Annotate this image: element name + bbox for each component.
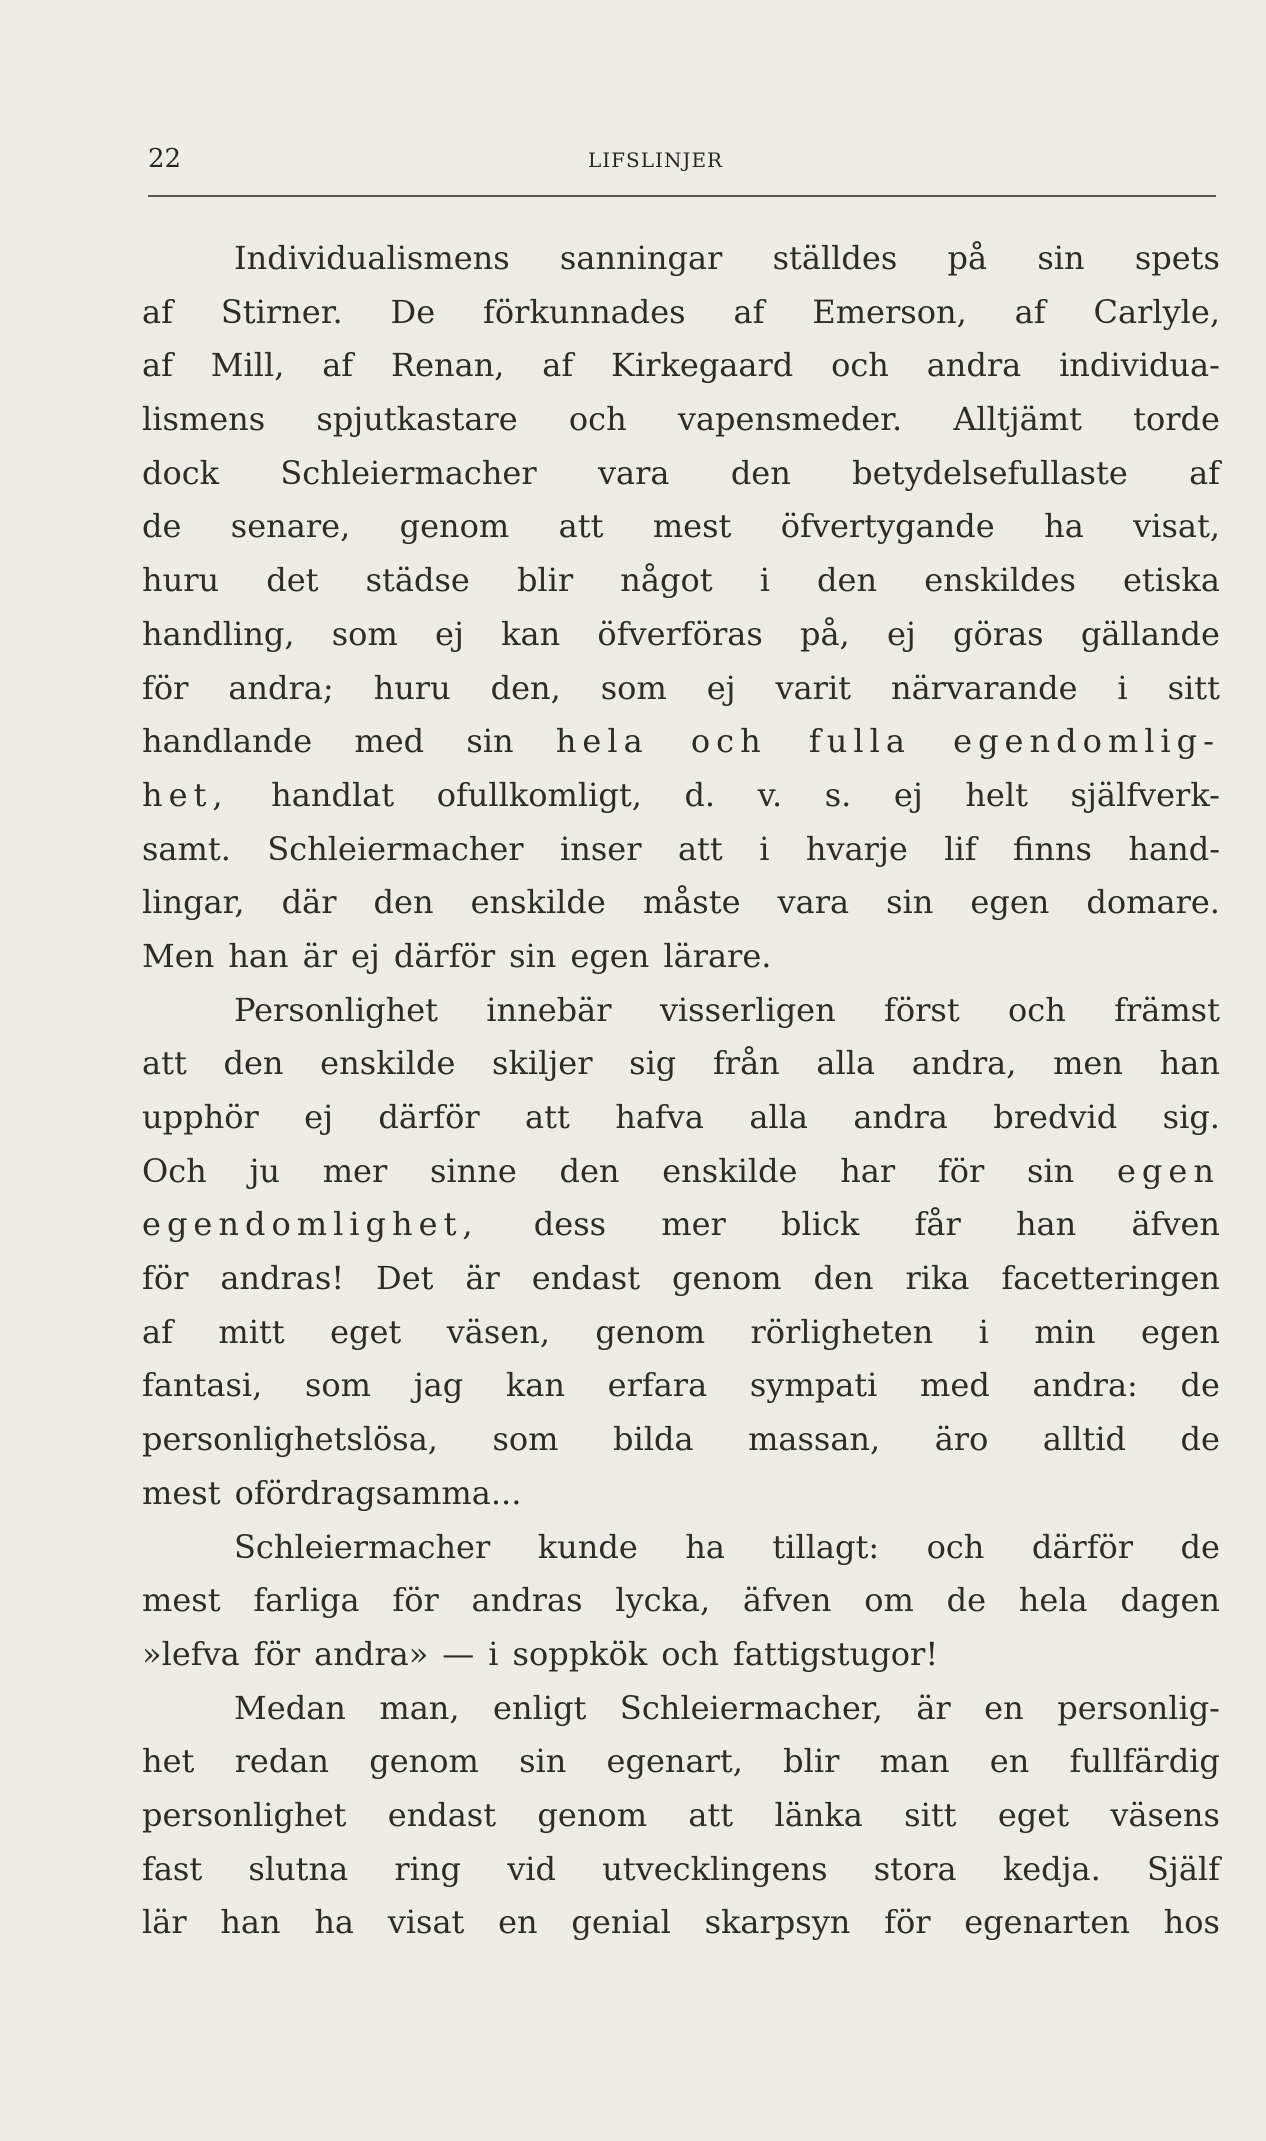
word: genom (671, 1259, 782, 1298)
word: därför (393, 936, 496, 975)
text-line (142, 984, 1220, 1038)
text-line (142, 1843, 1220, 1897)
word: af (142, 292, 173, 331)
word: sitt (904, 1795, 957, 1834)
text-line (142, 930, 1220, 984)
text-line (142, 769, 1220, 823)
word: farliga (253, 1581, 360, 1620)
word: fulla (808, 722, 911, 761)
word: ha (685, 1527, 725, 1566)
word: etiska (1122, 561, 1220, 600)
word: den (813, 1259, 874, 1298)
text-line (142, 554, 1220, 608)
word: som (331, 614, 398, 653)
word: genom (369, 1742, 479, 1781)
word: af (542, 346, 574, 385)
word: De (390, 292, 436, 331)
word: betydelsefullaste (852, 453, 1128, 492)
word: i (1117, 668, 1128, 707)
word: ej (893, 775, 923, 814)
word: andras! (220, 1259, 345, 1298)
word: lär (142, 1903, 187, 1942)
word: fullfärdig (1069, 1742, 1220, 1781)
word: därför (378, 1098, 480, 1136)
word: egendomlig- (953, 722, 1220, 761)
running-head: LIFSLINJER (588, 148, 724, 172)
word: sin (509, 936, 557, 975)
word: har (840, 1151, 896, 1190)
word: lif (944, 829, 977, 868)
word: alla (816, 1044, 876, 1083)
text-line (142, 500, 1220, 554)
word: genial (571, 1903, 671, 1942)
word: ha (314, 1903, 354, 1942)
text-line (142, 1252, 1220, 1306)
word: Schleiermacher (280, 453, 537, 492)
word: själfverk- (1070, 775, 1220, 814)
word: skiljer (492, 1044, 593, 1083)
word: mitt (218, 1312, 285, 1351)
word: och (690, 722, 767, 761)
word: ej (435, 614, 464, 653)
word: Individualismens (234, 239, 510, 277)
word: Schleiermacher (267, 829, 524, 868)
word: närvarande (890, 668, 1078, 707)
word: andra (926, 346, 1022, 385)
word: ofullkomligt, (436, 775, 642, 814)
word: därför (1031, 1527, 1134, 1566)
word: de (1180, 1366, 1220, 1405)
word: ställdes (772, 239, 898, 277)
word: egenarten (964, 1903, 1130, 1942)
word: inser (560, 829, 642, 868)
word: bredvid (993, 1098, 1118, 1136)
word: visat (387, 1903, 465, 1942)
word: att (525, 1098, 570, 1136)
word: sin (886, 883, 934, 922)
word: egenart, (606, 1742, 743, 1781)
text-line (142, 608, 1220, 662)
word: handling, (142, 614, 295, 653)
word: Renan, (390, 346, 505, 385)
word: på (947, 239, 988, 277)
word: eget (997, 1795, 1070, 1834)
word: vara (597, 453, 670, 492)
word: personlighet (142, 1795, 347, 1834)
word: den (817, 561, 878, 600)
word: man (879, 1742, 950, 1781)
word: af (1014, 292, 1046, 331)
text-line (142, 1789, 1220, 1843)
word: endast (531, 1259, 641, 1298)
word: lismens (142, 400, 266, 439)
word: Kirkegaard (611, 346, 794, 385)
word: eget (330, 1312, 402, 1351)
word: erfara (607, 1366, 708, 1405)
word: ej (706, 668, 736, 707)
word: sitt (1167, 668, 1220, 707)
word: Själf (1146, 1849, 1220, 1888)
word: äfven (742, 1581, 832, 1620)
word: den (559, 1151, 620, 1190)
word: andras (471, 1581, 583, 1620)
word: mest (142, 1473, 221, 1512)
word: enskilde (470, 883, 606, 922)
word: slutna (248, 1849, 349, 1888)
word: kan (501, 614, 561, 653)
word: öfvertygande (780, 507, 995, 546)
word: för (392, 1581, 439, 1620)
word: som (600, 668, 667, 707)
text-line (142, 1682, 1220, 1736)
word: stora (873, 1849, 957, 1888)
word: blir (783, 1742, 840, 1781)
word: ring (394, 1849, 462, 1888)
word: med (920, 1366, 990, 1405)
word: att (688, 1795, 734, 1834)
word: egendomlighet, (142, 1205, 479, 1244)
word: enligt (493, 1688, 587, 1727)
word: rika (905, 1259, 970, 1298)
word: alltid (1042, 1420, 1126, 1459)
word: göras (953, 614, 1044, 653)
word: torde (1133, 400, 1220, 439)
word: vid (507, 1849, 556, 1888)
word: den, (490, 668, 561, 707)
word: kunde (537, 1527, 638, 1566)
text-line (142, 1628, 1220, 1682)
word: den (730, 453, 791, 492)
text-line (142, 1037, 1220, 1091)
word: Men (142, 936, 215, 975)
word: massan, (748, 1420, 881, 1459)
word: tillagt: (772, 1527, 880, 1566)
word: och (1008, 990, 1066, 1029)
word: öfverföras (597, 614, 763, 653)
word: enskilde (320, 1044, 456, 1083)
word: upphör (142, 1098, 259, 1136)
word: främst (1114, 990, 1220, 1029)
word: Emerson, (812, 292, 967, 331)
word: i (759, 561, 770, 600)
body-text (142, 232, 1220, 1950)
text-line (142, 876, 1220, 930)
word: Carlyle, (1093, 292, 1220, 331)
word: från (712, 1044, 780, 1083)
word: hand- (1128, 829, 1220, 868)
word: genom (399, 507, 510, 546)
word: samt. (142, 829, 231, 868)
word: spjutkastare (316, 400, 518, 439)
word: dagen (1120, 1581, 1220, 1620)
word: som (304, 1366, 372, 1405)
word: egen (970, 883, 1050, 922)
word: huru (373, 668, 451, 707)
word: Personlighet (234, 990, 438, 1029)
word: af (142, 1312, 173, 1351)
word: hela (555, 722, 649, 761)
word: för (253, 1634, 301, 1673)
word: vapensmeder. (677, 400, 903, 439)
word: andra: (1032, 1366, 1138, 1405)
word: andra, (911, 1044, 1017, 1083)
word: utvecklingens (602, 1849, 828, 1888)
word: v. (757, 775, 783, 814)
word: han (1015, 1205, 1077, 1244)
word: i (759, 829, 770, 868)
word: sin (519, 1742, 567, 1781)
word: länka (774, 1795, 863, 1834)
word: domare. (1086, 883, 1220, 922)
word: hvarje (805, 829, 908, 868)
word: blick (781, 1205, 860, 1244)
word: i (488, 1634, 499, 1673)
word: Alltjämt (953, 400, 1082, 439)
word: skarpsyn (704, 1903, 851, 1942)
word: hafva (615, 1098, 704, 1136)
word: endast (387, 1795, 497, 1834)
word: sig. (1162, 1098, 1220, 1136)
text-line (142, 1413, 1220, 1467)
word: — (442, 1634, 475, 1673)
word: sanningar (559, 239, 723, 277)
word: soppkök (512, 1634, 648, 1673)
text-line (142, 1091, 1220, 1145)
word: om (864, 1581, 914, 1620)
word: det (266, 561, 319, 600)
word: blir (516, 561, 574, 600)
word: ej (304, 1098, 333, 1136)
page-header (148, 142, 1220, 182)
text-line (142, 339, 1220, 393)
word: egen (1140, 1312, 1220, 1351)
word: att (142, 1044, 187, 1083)
word: het, (142, 775, 229, 814)
word: väsen, (446, 1312, 550, 1351)
word: af (733, 292, 765, 331)
word: ej (886, 614, 916, 653)
word: de (946, 1581, 986, 1620)
word: sin (1037, 239, 1085, 277)
word: andra; (228, 668, 334, 707)
word: egen (1116, 1151, 1220, 1190)
word: måste (642, 883, 741, 922)
word: är (302, 936, 337, 975)
word: Mill, (210, 346, 285, 385)
word: visat, (1133, 507, 1220, 546)
word: fattigstugor! (733, 1634, 939, 1673)
word: spets (1134, 239, 1220, 277)
word: rörligheten (750, 1312, 934, 1351)
word: något (620, 561, 713, 600)
word: de (142, 507, 182, 546)
word: hela (1018, 1581, 1088, 1620)
word: ej (350, 936, 380, 975)
word: sinne (429, 1151, 517, 1190)
word: gällande (1080, 614, 1220, 653)
word: och (568, 400, 627, 439)
word: förkunnades (483, 292, 686, 331)
word: huru (142, 561, 220, 600)
word: visserligen (659, 990, 836, 1029)
word: s. (824, 775, 852, 814)
word: egen (570, 936, 650, 975)
word: ju (249, 1151, 280, 1190)
word: han (1159, 1044, 1220, 1083)
word: sin (466, 722, 514, 761)
word: handlande (142, 722, 313, 761)
word: senare, (230, 507, 351, 546)
text-line (142, 715, 1220, 769)
word: men (1053, 1044, 1123, 1083)
word: dess (533, 1205, 607, 1244)
word: personlighetslösa, (142, 1420, 438, 1459)
word: personlig- (1057, 1688, 1220, 1727)
word: fantasi, (142, 1366, 263, 1405)
word: min (1034, 1312, 1096, 1351)
word: genom (595, 1312, 706, 1351)
word: mer (322, 1151, 388, 1190)
word: man, (379, 1688, 460, 1727)
text-line (142, 286, 1220, 340)
word: kedja. (1002, 1849, 1101, 1888)
word: Schleiermacher, (619, 1688, 883, 1727)
word: het (142, 1742, 195, 1781)
word: fast (142, 1849, 203, 1888)
word: där (281, 883, 337, 922)
word: Medan (234, 1688, 346, 1727)
text-line (142, 1896, 1220, 1950)
word: är (916, 1688, 951, 1727)
word: innebär (486, 990, 612, 1029)
word: mest (142, 1581, 221, 1620)
word: enskilde (662, 1151, 798, 1190)
header-rule (148, 195, 1216, 197)
word: af (322, 346, 354, 385)
word: den (223, 1044, 284, 1083)
word: sympati (749, 1366, 878, 1405)
word: individua- (1059, 346, 1220, 385)
word: genom (537, 1795, 648, 1834)
text-line (142, 1359, 1220, 1413)
word: för (937, 1151, 985, 1190)
word: att (677, 829, 723, 868)
word: som (492, 1420, 559, 1459)
word: en (498, 1903, 538, 1942)
text-line (142, 447, 1220, 501)
word: den (373, 883, 434, 922)
word: kan (505, 1366, 565, 1405)
word: facetteringen (1001, 1259, 1220, 1298)
word: vara (777, 883, 850, 922)
word: lingar, (142, 883, 245, 922)
word: Stirner. (220, 292, 343, 331)
word: alla (749, 1098, 808, 1136)
word: i (978, 1312, 989, 1351)
word: sin (1026, 1151, 1075, 1190)
word: med (354, 722, 425, 761)
word: Och (142, 1151, 207, 1190)
text-line (142, 1574, 1220, 1628)
text-line (142, 1145, 1220, 1199)
text-line (142, 1735, 1220, 1789)
word: redan (234, 1742, 330, 1781)
word: ha (1044, 507, 1084, 546)
word: att (558, 507, 604, 546)
word: väsens (1110, 1795, 1220, 1834)
word: äfven (1131, 1205, 1220, 1244)
text-line (142, 823, 1220, 877)
word: och (661, 1634, 720, 1673)
word: mest (652, 507, 732, 546)
word: ofördragsamma... (234, 1473, 522, 1512)
word: på, (799, 614, 850, 653)
word: en (989, 1742, 1030, 1781)
word: är (465, 1259, 500, 1298)
word: de (1180, 1420, 1220, 1459)
word: »lefva (142, 1634, 240, 1673)
word: finns (1012, 829, 1092, 868)
text-line (142, 1306, 1220, 1360)
word: enskildes (924, 561, 1076, 600)
word: städse (365, 561, 470, 600)
word: och (831, 346, 889, 385)
word: andra» (314, 1634, 429, 1673)
word: för (884, 1903, 931, 1942)
word: handlat (271, 775, 395, 814)
text-line (142, 1467, 1220, 1521)
word: bilda (613, 1420, 694, 1459)
word: Det (376, 1259, 434, 1298)
word: lärare. (663, 936, 772, 975)
word: mer (661, 1205, 726, 1244)
word: först (884, 990, 960, 1029)
word: lycka, (615, 1581, 711, 1620)
text-line (142, 232, 1220, 286)
word: af (1189, 453, 1220, 492)
text-line (142, 393, 1220, 447)
word: helt (965, 775, 1028, 814)
word: för (142, 668, 189, 707)
word: en (984, 1688, 1024, 1727)
word: dock (142, 453, 220, 492)
word: får (914, 1205, 961, 1244)
word: Schleiermacher (234, 1527, 491, 1566)
word: varit (775, 668, 852, 707)
word: jag (413, 1366, 464, 1405)
word: han (220, 1903, 281, 1942)
word: sig (629, 1044, 677, 1083)
word: de (1180, 1527, 1220, 1566)
text-line (142, 1198, 1220, 1252)
word: andra (853, 1098, 948, 1136)
word: d. (684, 775, 716, 814)
word: han (228, 936, 289, 975)
text-line (142, 662, 1220, 716)
page-number: 22 (148, 144, 182, 174)
word: och (926, 1527, 985, 1566)
word: af (142, 346, 173, 385)
text-line (142, 1521, 1220, 1575)
word: hos (1163, 1903, 1220, 1942)
word: äro (934, 1420, 989, 1459)
word: för (142, 1259, 189, 1298)
